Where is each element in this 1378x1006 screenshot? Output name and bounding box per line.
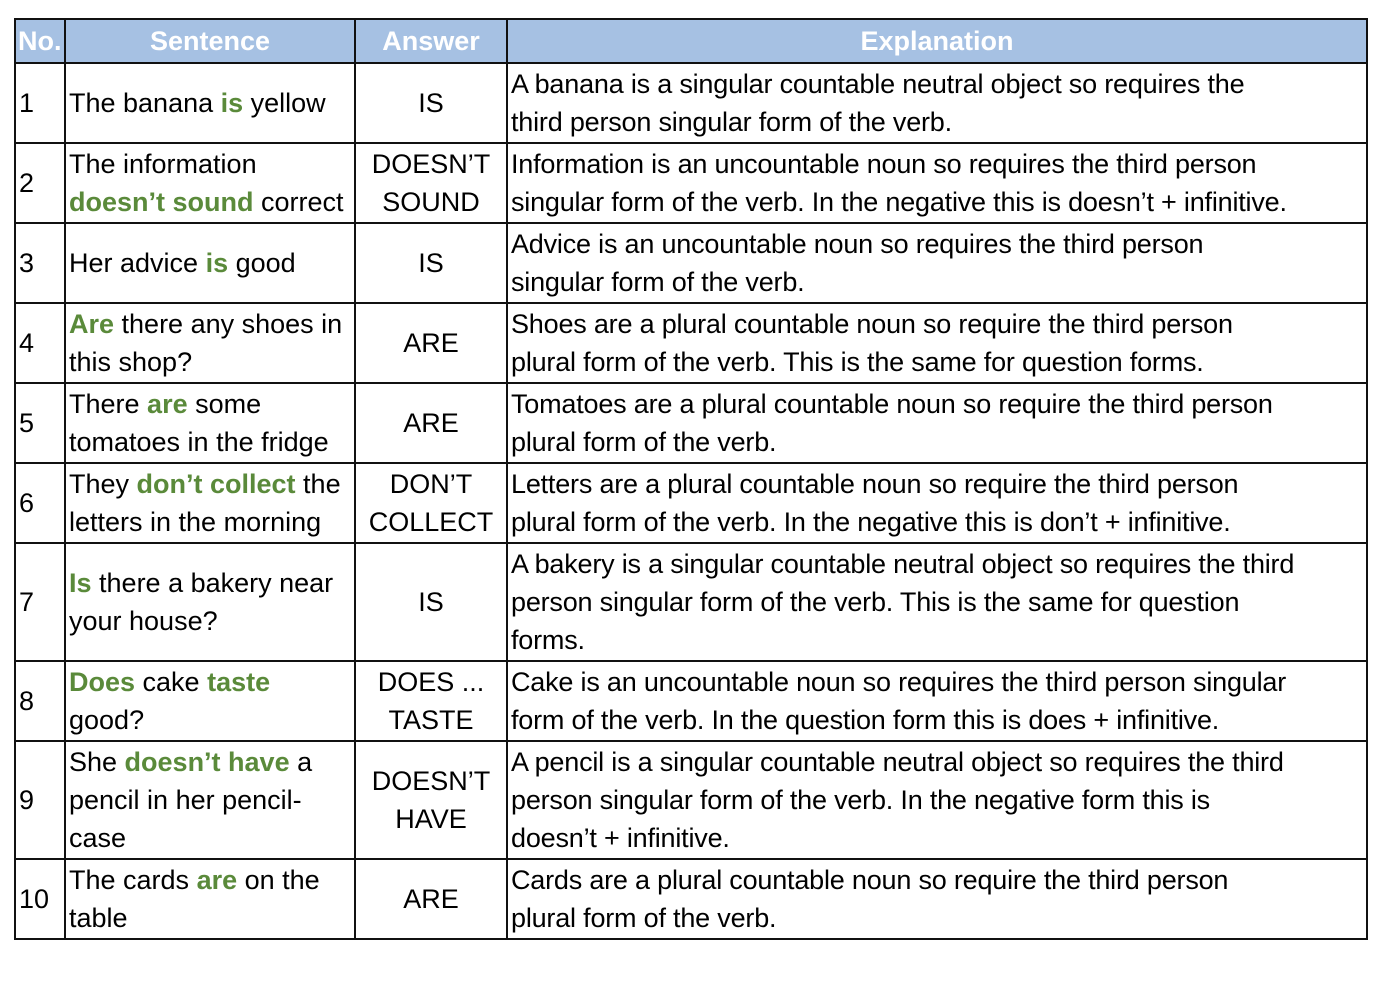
answer-text: HAVE (395, 804, 467, 834)
sentence-cell (65, 383, 355, 463)
explanation-text: person singular form of the verb. In the negative form this is (511, 785, 1210, 815)
answer-text: IS (418, 88, 444, 118)
explanation-text: A banana is a singular countable neutral object so requires the (511, 69, 1245, 99)
answer-text: DOESN’T (371, 149, 491, 179)
explanation-text: person singular form of the verb. This is the same for question (511, 587, 1240, 617)
grammar-answer-table (14, 18, 1368, 940)
row-number: 4 (15, 303, 65, 383)
sentence-cell (65, 859, 355, 939)
explanation-text: Advice is an uncountable noun so requires the third person (511, 229, 1204, 259)
explanation-text: Letters are a plural countable noun so require the third person (511, 469, 1239, 499)
sentence-cell (65, 63, 355, 143)
table-row (15, 543, 1367, 661)
answer-text: IS (418, 587, 444, 617)
explanation-cell (507, 223, 1367, 303)
explanation-text: Tomatoes are a plural countable noun so require the third person (511, 389, 1273, 419)
answer-cell (355, 463, 507, 543)
sentence-text: She (69, 747, 125, 777)
table-row (15, 661, 1367, 741)
explanation-text: third person singular form of the verb. (511, 107, 952, 137)
sentence-text: pencil in her pencil- (69, 785, 302, 815)
explanation-cell (507, 741, 1367, 859)
highlighted-verb: are (147, 389, 188, 419)
header-explanation: Explanation (507, 19, 1367, 63)
sentence-cell (65, 143, 355, 223)
row-number: 7 (15, 543, 65, 661)
explanation-text: plural form of the verb. In the negative this is don’t + infinitive. (511, 507, 1231, 537)
row-number: 3 (15, 223, 65, 303)
sentence-text: the (295, 469, 341, 499)
table-row (15, 223, 1367, 303)
highlighted-verb: doesn’t have (124, 747, 290, 777)
answer-text: SOUND (382, 187, 480, 217)
explanation-text: plural form of the verb. (511, 903, 777, 933)
explanation-cell (507, 383, 1367, 463)
explanation-cell (507, 463, 1367, 543)
table-row (15, 463, 1367, 543)
explanation-cell (507, 661, 1367, 741)
sentence-text: some (187, 389, 262, 419)
sentence-text: Her advice (69, 248, 206, 278)
explanation-cell (507, 859, 1367, 939)
explanation-text: form of the verb. In the question form this is does + infinitive. (511, 705, 1220, 735)
explanation-text: Cake is an uncountable noun so requires the third person singular (511, 667, 1286, 697)
row-number: 5 (15, 383, 65, 463)
row-number: 2 (15, 143, 65, 223)
sentence-text: on the (237, 865, 320, 895)
sentence-text: a (289, 747, 313, 777)
explanation-text: A pencil is a singular countable neutral object so requires the third (511, 747, 1284, 777)
highlighted-verb: Is (69, 568, 92, 598)
sentence-cell (65, 223, 355, 303)
explanation-text: singular form of the verb. (511, 267, 805, 297)
sentence-text: correct (253, 187, 344, 217)
sentence-cell (65, 543, 355, 661)
explanation-text: doesn’t + infinitive. (511, 823, 730, 853)
answer-cell (355, 859, 507, 939)
answer-cell (355, 223, 507, 303)
sentence-text: cake (135, 667, 208, 697)
answer-cell (355, 143, 507, 223)
table-row (15, 143, 1367, 223)
sentence-text: tomatoes in the fridge (69, 427, 329, 457)
explanation-cell (507, 303, 1367, 383)
table-row (15, 63, 1367, 143)
sentence-text: letters in the morning (69, 507, 322, 537)
sentence-text: The banana (69, 88, 221, 118)
explanation-text: Shoes are a plural countable noun so require the third person (511, 309, 1233, 339)
answer-text: ARE (403, 408, 459, 438)
sentence-cell (65, 741, 355, 859)
sentence-text: case (69, 823, 127, 853)
header-no: No. (15, 19, 65, 63)
highlighted-verb: is (205, 248, 229, 278)
sentence-text: there a bakery near (91, 568, 334, 598)
table-body (15, 63, 1367, 939)
header-answer: Answer (355, 19, 507, 63)
sentence-text: yellow (243, 88, 326, 118)
explanation-cell (507, 543, 1367, 661)
sentence-cell (65, 661, 355, 741)
sentence-text: this shop? (69, 347, 193, 377)
answer-text: ARE (403, 328, 459, 358)
sentence-text: there any shoes in (114, 309, 343, 339)
highlighted-verb: taste (207, 667, 271, 697)
sentence-text: The information (69, 149, 257, 179)
explanation-cell (507, 143, 1367, 223)
explanation-text: plural form of the verb. (511, 427, 777, 457)
answer-text: TASTE (388, 705, 474, 735)
highlighted-verb: Are (69, 309, 115, 339)
highlighted-verb: doesn’t sound (69, 187, 254, 217)
sentence-text: good (228, 248, 296, 278)
row-number: 8 (15, 661, 65, 741)
sentence-cell (65, 463, 355, 543)
sentence-cell (65, 303, 355, 383)
explanation-text: A bakery is a singular countable neutral object so requires the third (511, 549, 1295, 579)
answer-text: ARE (403, 884, 459, 914)
answer-text: DOES ... (377, 667, 485, 697)
answer-text: DON’T (389, 469, 473, 499)
sentence-text: table (69, 903, 128, 933)
explanation-text: Information is an uncountable noun so requires the third person (511, 149, 1257, 179)
header-sentence: Sentence (65, 19, 355, 63)
answer-cell (355, 303, 507, 383)
answer-cell (355, 741, 507, 859)
answer-text: IS (418, 248, 444, 278)
highlighted-verb: don’t collect (136, 469, 296, 499)
explanation-text: forms. (511, 625, 585, 655)
highlighted-verb: are (196, 865, 238, 895)
sentence-text: The cards (69, 865, 197, 895)
sentence-text: There (69, 389, 148, 419)
explanation-text: Cards are a plural countable noun so require the third person (511, 865, 1229, 895)
row-number: 9 (15, 741, 65, 859)
explanation-text: singular form of the verb. In the negative this is doesn’t + infinitive. (511, 187, 1287, 217)
answer-cell (355, 63, 507, 143)
sentence-text: your house? (69, 606, 218, 636)
answer-cell (355, 383, 507, 463)
highlighted-verb: Does (69, 667, 136, 697)
sentence-text: good? (69, 705, 145, 735)
answer-cell (355, 661, 507, 741)
row-number: 6 (15, 463, 65, 543)
table-row (15, 303, 1367, 383)
answer-text: DOESN’T (371, 766, 491, 796)
explanation-text: plural form of the verb. This is the same for question forms. (511, 347, 1204, 377)
answer-cell (355, 543, 507, 661)
table-row (15, 383, 1367, 463)
answer-text: COLLECT (368, 507, 494, 537)
row-number: 10 (15, 859, 65, 939)
table-row (15, 859, 1367, 939)
table-header-row (15, 19, 1367, 63)
highlighted-verb: is (220, 88, 244, 118)
row-number: 1 (15, 63, 65, 143)
table-row (15, 741, 1367, 859)
sentence-text: They (69, 469, 137, 499)
explanation-cell (507, 63, 1367, 143)
